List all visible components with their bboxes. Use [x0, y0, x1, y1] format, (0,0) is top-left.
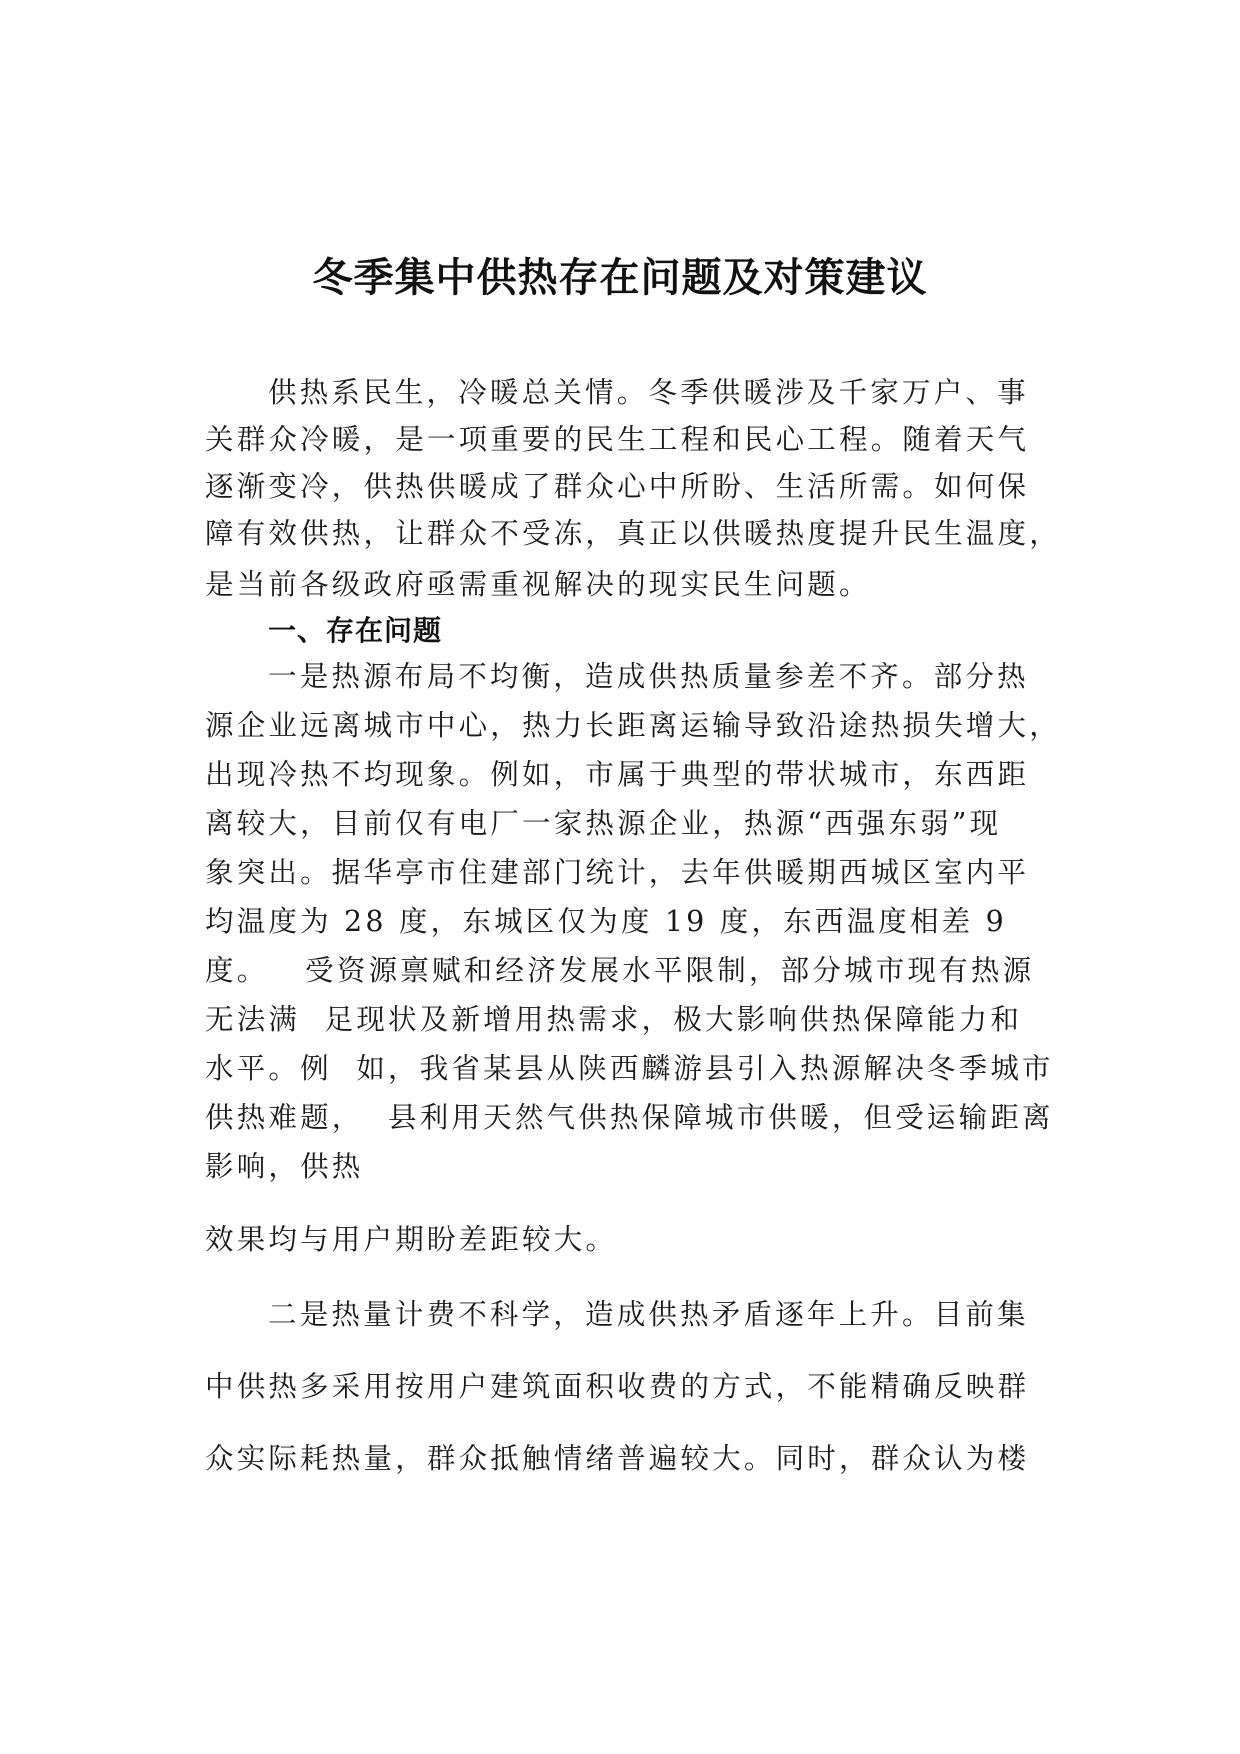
section-heading: 一、存在问题 — [268, 614, 443, 647]
intro-line-4: 障有效供热，让群众不受冻，真正以供暖热度提升民生温度， — [205, 517, 1061, 550]
paragraph-1-line-10: 供热难题， 县利用天然气供热保障城市供暖，但受运输距离 — [205, 1101, 1054, 1134]
intro-line-3: 逐渐变冷，供热供暖成了群众心中所盼、生活所需。如何保 — [205, 470, 1030, 503]
paragraph-1-line-2: 源企业远离城市中心，热力长距离运输导致沿途热损失增大， — [205, 709, 1061, 742]
paragraph-2-line-2: 中供热多采用按用户建筑面积收费的方式，不能精确反映群 — [205, 1370, 1030, 1403]
intro-line-2: 关群众冷暖，是一项重要的民生工程和民心工程。随着天气 — [205, 423, 1030, 456]
intro-line-5: 是当前各级政府亟需重视解决的现实民生问题。 — [205, 568, 871, 601]
document-title: 冬季集中供热存在问题及对策建议 — [312, 255, 928, 301]
intro-line-1: 供热系民生，冷暖总关情。冬季供暖涉及千家万户、事 — [268, 376, 1029, 409]
paragraph-1-line-8: 无法满 足现状及新增用热需求，极大影响供热保障能力和 — [205, 1003, 1023, 1036]
paragraph-1-line-1: 一是热源布局不均衡，造成供热质量参差不齐。部分热 — [268, 660, 1029, 693]
paragraph-1-line-12: 效果均与用户期盼差距较大。 — [205, 1223, 618, 1256]
paragraph-1-line-7: 度。 受资源禀赋和经济发展水平限制，部分城市现有热源 — [205, 954, 1035, 987]
paragraph-2-line-3: 众实际耗热量，群众抵触情绪普遍较大。同时，群众认为楼 — [205, 1442, 1030, 1475]
paragraph-1-line-4: 离较大，目前仅有电厂一家热源企业，热源“西强东弱”现 — [205, 807, 1002, 840]
paragraph-1-line-9: 水平。例 如，我省某县从陕西麟游县引入热源解决冬季城市 — [205, 1052, 1054, 1085]
paragraph-1-line-6: 均温度为 28 度，东城区仅为度 19 度，东西温度相差 9 — [205, 905, 1007, 938]
paragraph-1-line-11: 影响，供热 — [205, 1150, 364, 1183]
paragraph-2-line-1: 二是热量计费不科学，造成供热矛盾逐年上升。目前集 — [268, 1298, 1029, 1331]
paragraph-1-line-5: 象突出。据华亭市住建部门统计，去年供暖期西城区室内平 — [205, 856, 1030, 889]
paragraph-1-line-3: 出现冷热不均现象。例如，市属于典型的带状城市，东西距 — [205, 758, 1030, 791]
